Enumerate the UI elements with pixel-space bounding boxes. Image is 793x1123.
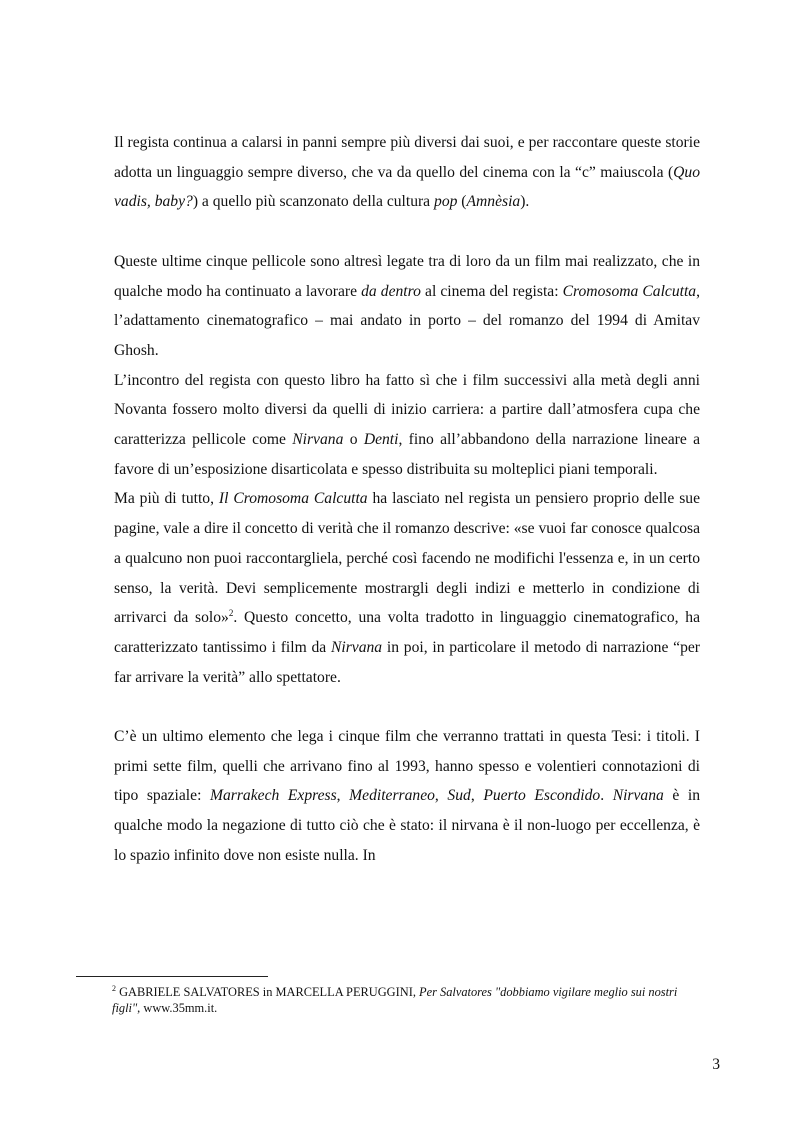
page-number: 3 xyxy=(712,1056,720,1073)
paragraph-gap xyxy=(114,692,700,722)
footnote-author: GABRIELE SALVATORES in MARCELLA PERUGGINI, xyxy=(116,985,420,999)
paragraph-3 xyxy=(114,366,700,485)
film-title-puerto-escondido: Puerto Escondido xyxy=(483,787,601,805)
book-title-il-cromosoma-calcutta: Il Cromosoma Calcutta xyxy=(218,490,368,508)
film-title-nirvana: Nirvana xyxy=(612,787,664,805)
paragraph-2 xyxy=(114,247,700,366)
footnote-separator xyxy=(76,976,268,977)
film-title-mediterraneo: Mediterraneo xyxy=(349,787,435,805)
text-run: L’incontro del regista con questo libro ha fatto sì che i film successivi alla metà degli anni Novanta fossero molto diversi da quelli di inizio carriera: a partire dall’atmosfera cupa che caratterizza pellicole come xyxy=(114,371,700,449)
paragraph-gap xyxy=(114,217,700,247)
paragraph-4 xyxy=(114,484,700,692)
film-title-denti: Denti xyxy=(363,431,399,449)
body-text xyxy=(114,128,700,871)
text-run: Il regista continua a calarsi in panni sempre più diversi dai suoi, e per raccontare queste storie adotta un linguaggio sempre diverso, che va da quello del cinema con la “c” maiuscola ( xyxy=(114,134,700,181)
footnote-number: 2 xyxy=(112,984,116,993)
film-title-sud: Sud xyxy=(447,787,471,805)
text-run: al cinema del regista: xyxy=(420,282,563,300)
text-run: , l’adattamento cinematografico – mai andato in porto – del romanzo del 1994 di Amitav Ghosh. xyxy=(114,282,701,359)
text-run: Queste ultime cinque pellicole sono altresì legate tra di loro da un film mai realizzato, che in qualche modo ha continuato a lavorare xyxy=(114,252,700,300)
footnote-article-title: Per Salvatores "dobbiamo vigilare meglio sui nostri figli" xyxy=(112,985,678,1015)
paragraph-5 xyxy=(114,722,700,871)
film-title-amnesia: Amnèsia xyxy=(466,193,521,211)
film-title-quo-vadis-baby: Quo vadis, baby? xyxy=(114,163,700,211)
film-title-cromosoma-calcutta: Cromosoma Calcutta xyxy=(562,282,697,300)
text-run: Ma più di tutto, xyxy=(114,490,219,508)
paragraph-1 xyxy=(114,128,700,217)
text-run: , xyxy=(336,787,350,805)
italic-pop: pop xyxy=(434,193,458,211)
text-run: è in qualche modo la negazione di tutto ciò che è stato: il nirvana è il non-luogo per eccellenza, è lo spazio infinito dove non esiste nulla. In xyxy=(114,787,701,864)
footnote-reference: 2 xyxy=(228,608,234,619)
text-run: ) a quello più scanzonato della cultura xyxy=(192,193,435,211)
film-title-nirvana: Nirvana xyxy=(292,431,344,449)
text-run: ( xyxy=(457,193,467,211)
film-title-nirvana: Nirvana xyxy=(330,638,383,656)
quotation-text: ha lasciato nel regista un pensiero proprio delle sue pagine, vale a dire il concetto di verità che il romanzo descrive: «se vuoi far conosce qualcosa a qualcuno non puoi raccontargliela, perché così facendo ne modifichi l'essenza e, in un certo senso, la verità. Devi semplicemente mostrargli degli indizi e metterlo in condizione di arrivarci da solo» xyxy=(114,490,700,627)
text-run: . xyxy=(600,787,613,805)
text-run: ). xyxy=(520,193,530,211)
text-run: , fino all’abbandono della narrazione lineare a favore di un’esposizione disarticolata e spesso distribuita su molteplici piani temporali. xyxy=(114,431,701,478)
text-run: in poi, in particolare il metodo di narrazione “per far arrivare la verità” allo spettatore. xyxy=(114,638,700,686)
text-run: o xyxy=(343,431,364,449)
film-title-marrakech-express: Marrakech Express xyxy=(210,787,337,805)
footnote-source: , www.35mm.it. xyxy=(137,1000,218,1015)
footnote xyxy=(112,985,702,1016)
italic-da-dentro: da dentro xyxy=(361,282,421,300)
text-run: C’è un ultimo elemento che lega i cinque film che verranno trattati in questa Tesi: i titoli. I primi sette film, quelli che arrivano fino al 1993, hanno spesso e volentieri connotazioni di tipo spaziale: xyxy=(114,728,700,805)
text-run: , xyxy=(434,787,448,805)
text-run: , xyxy=(470,787,484,805)
text-run: . Questo concetto, una volta tradotto in linguaggio cinematografico, ha caratterizzato tantissimo i film da xyxy=(114,609,700,656)
